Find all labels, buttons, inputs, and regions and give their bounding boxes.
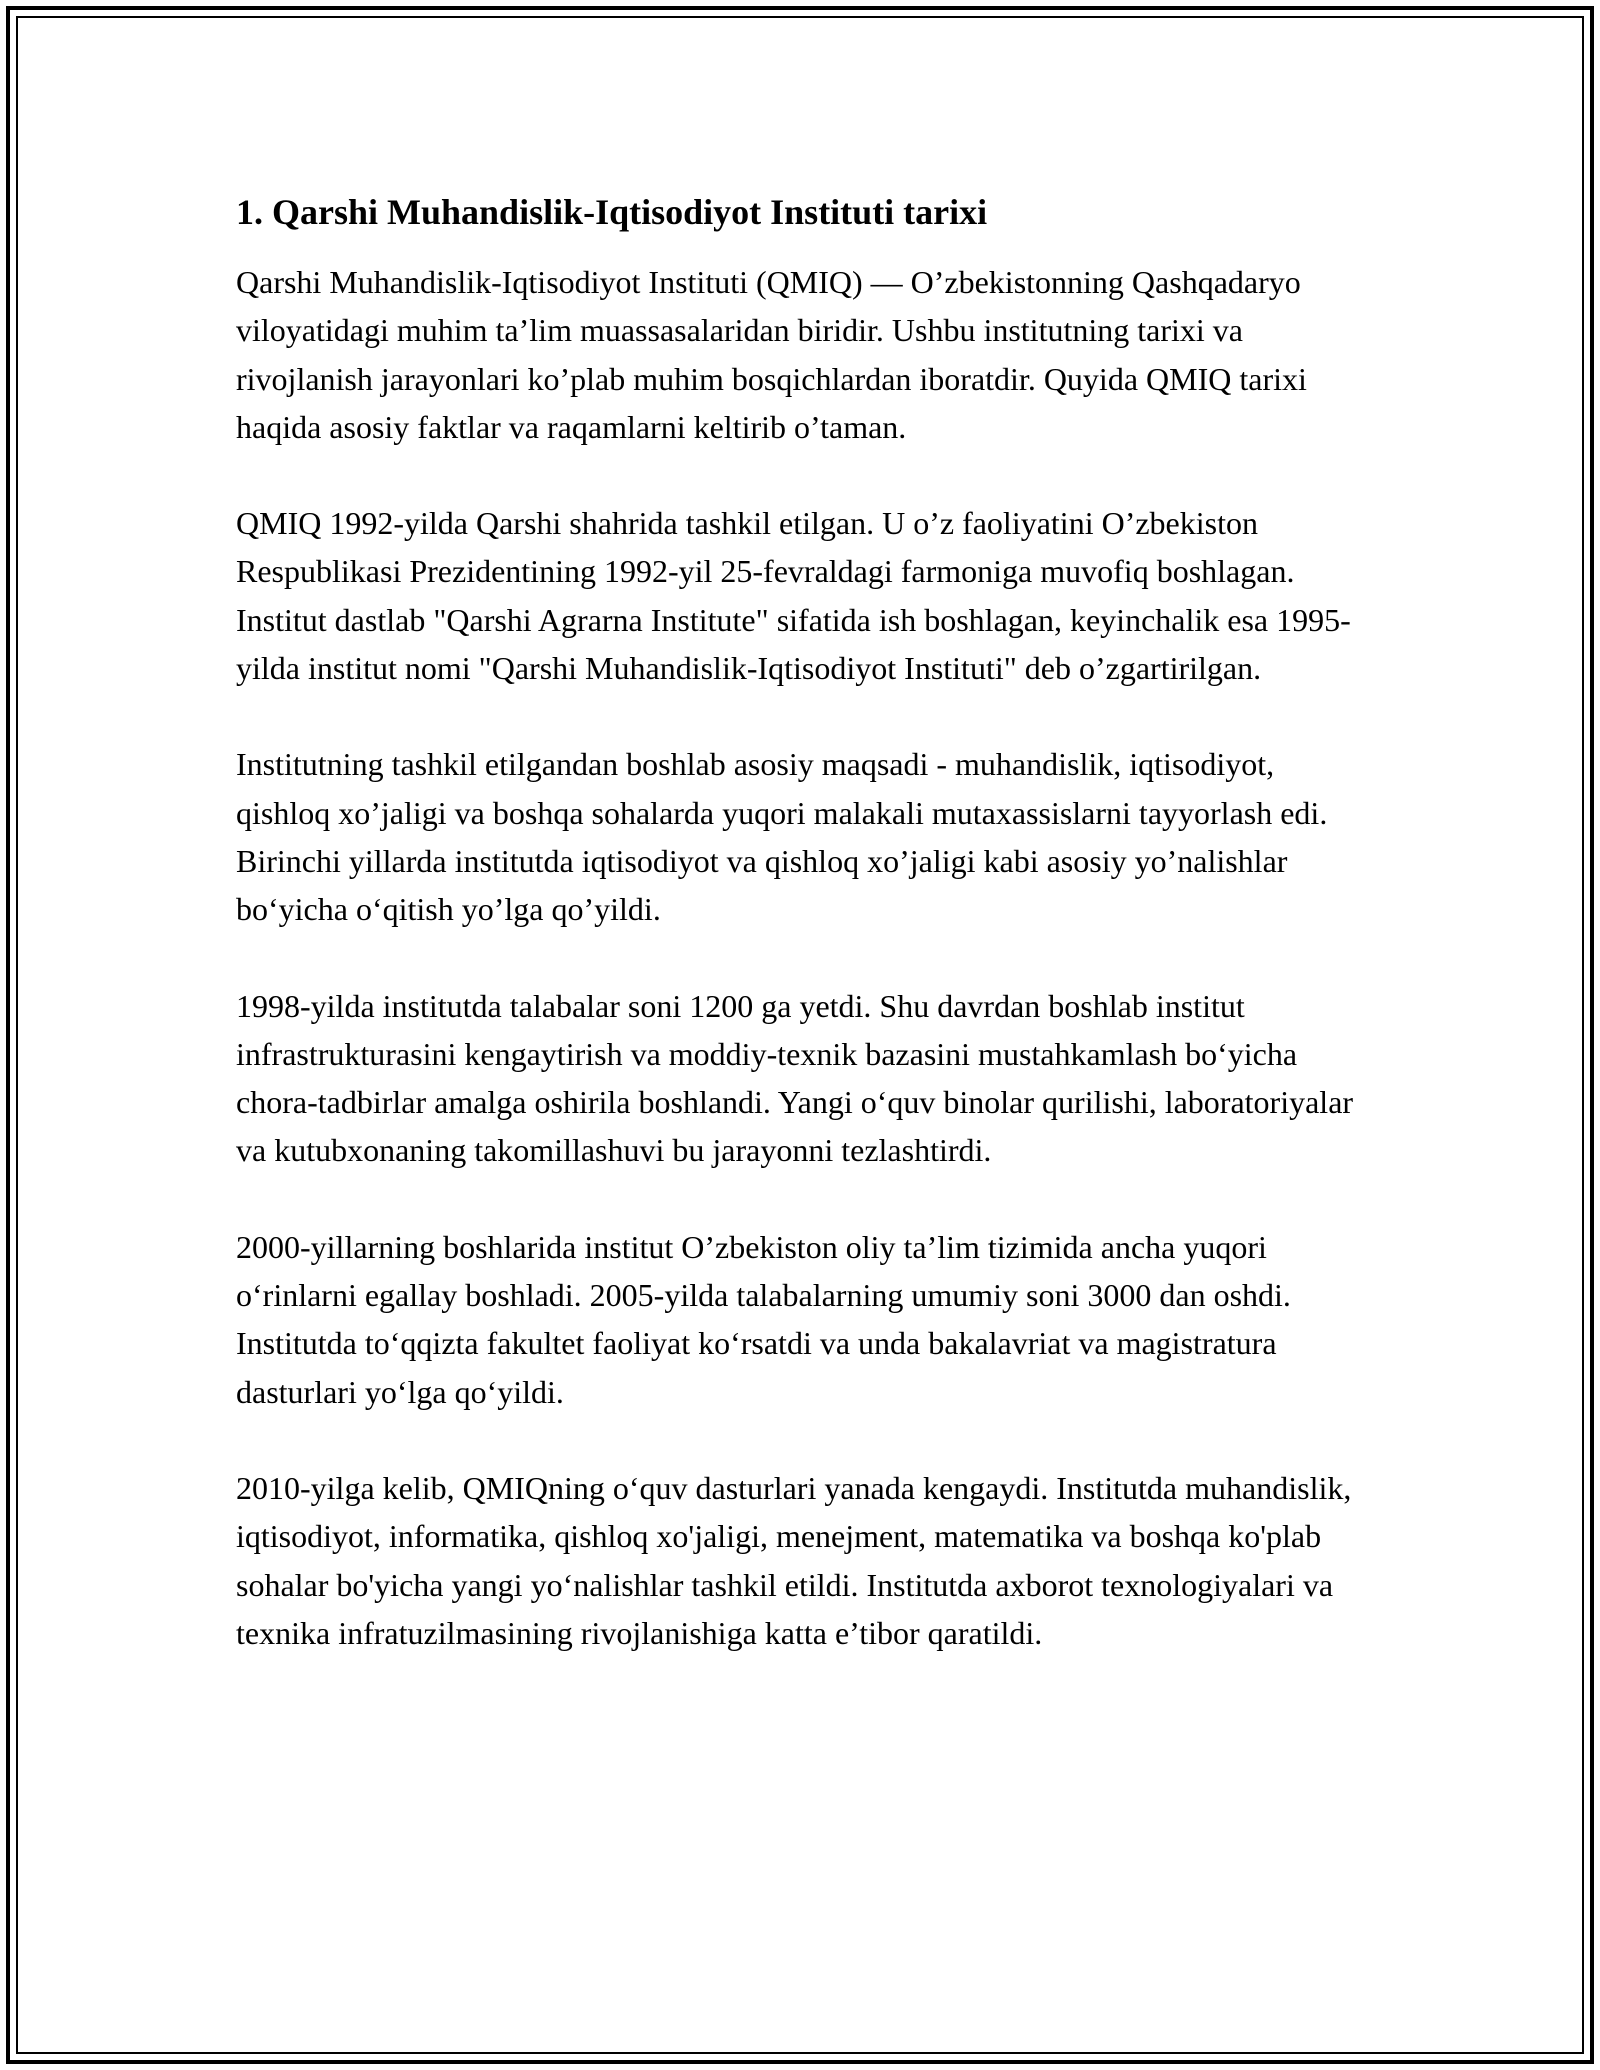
- paragraph-intro: Qarshi Muhandislik-Iqtisodiyot Instituti (QMIQ) — O’zbekistonning Qashqadaryo viloyatidagi muhim ta’lim muassasalaridan biridir. Ushbu institutning tarixi va rivojlanish jarayonlari ko’plab muhim bosqichlardan iboratdir. Quyida QMIQ tarixi haqida asosiy faktlar va raqamlarni keltirib o’taman.: [236, 264, 1307, 445]
- paragraph-mission: Institutning tashkil etilgandan boshlab asosiy maqsadi - muhandislik, iqtisodiyot, qishloq xo’jaligi va boshqa sohalarda yuqori malakali mutaxassislarni tayyorlash edi. Birinchi yillarda institutda iqtisodiyot va qishloq xo’jaligi kabi asosiy yo’nalishlar bo‘yicha o‘qitish yo’lga qo’yildi.: [236, 746, 1328, 928]
- paragraph-2000s: 2000-yillarning boshlarida institut O’zbekiston oliy ta’lim tizimida ancha yuqori o‘rinlarni egallay boshladi. 2005-yilda talabalarning umumiy soni 3000 dan oshdi. Institutda to‘qqizta fakultet faoliyat ko‘rsatdi va unda bakalavriat va magistratura dasturlari yo‘lga qo‘yildi.: [236, 1228, 1291, 1410]
- paragraph-1998: 1998-yilda institutda talabalar soni 1200 ga yetdi. Shu davrdan boshlab institut infrastrukturasini kengaytirish va moddiy-texnik bazasini mustahkamlash bo‘yicha chora-tadbirlar amalga oshirila boshlandi. Yangi o‘quv binolar qurilishi, laboratoriyalar va kutubxonaning takomillashuvi bu jarayonni tezlashtirdi.: [236, 987, 1354, 1169]
- paragraph-founding: QMIQ 1992-yilda Qarshi shahrida tashkil etilgan. U o’z faoliyatini O’zbekiston Respublikasi Prezidentining 1992-yil 25-fevraldagi farmoniga muvofiq boshlagan. Institut dastlab "Qarshi Agrarna Institute" sifatida ish boshlagan, keyinchalik esa 1995-yilda institut nomi "Qarshi Muhandislik-Iqtisodiyot Instituti" deb o’zgartirilgan.: [236, 505, 1351, 687]
- document-title: 1. Qarshi Muhandislik-Iqtisodiyot Instituti tarixi: [236, 192, 988, 232]
- document-body: [236, 188, 1356, 1705]
- paragraph-2010: 2010-yilga kelib, QMIQning o‘quv dasturlari yanada kengaydi. Institutda muhandislik, iqtisodiyot, informatika, qishloq xo'jaligi, menejment, matematika va boshqa ko'plab sohalar bo'yicha yangi yo‘nalishlar tashkil etildi. Institutda axborot texnologiyalari va texnika infratuzilmasining rivojlanishiga katta e’tibor qaratildi.: [236, 1469, 1352, 1651]
